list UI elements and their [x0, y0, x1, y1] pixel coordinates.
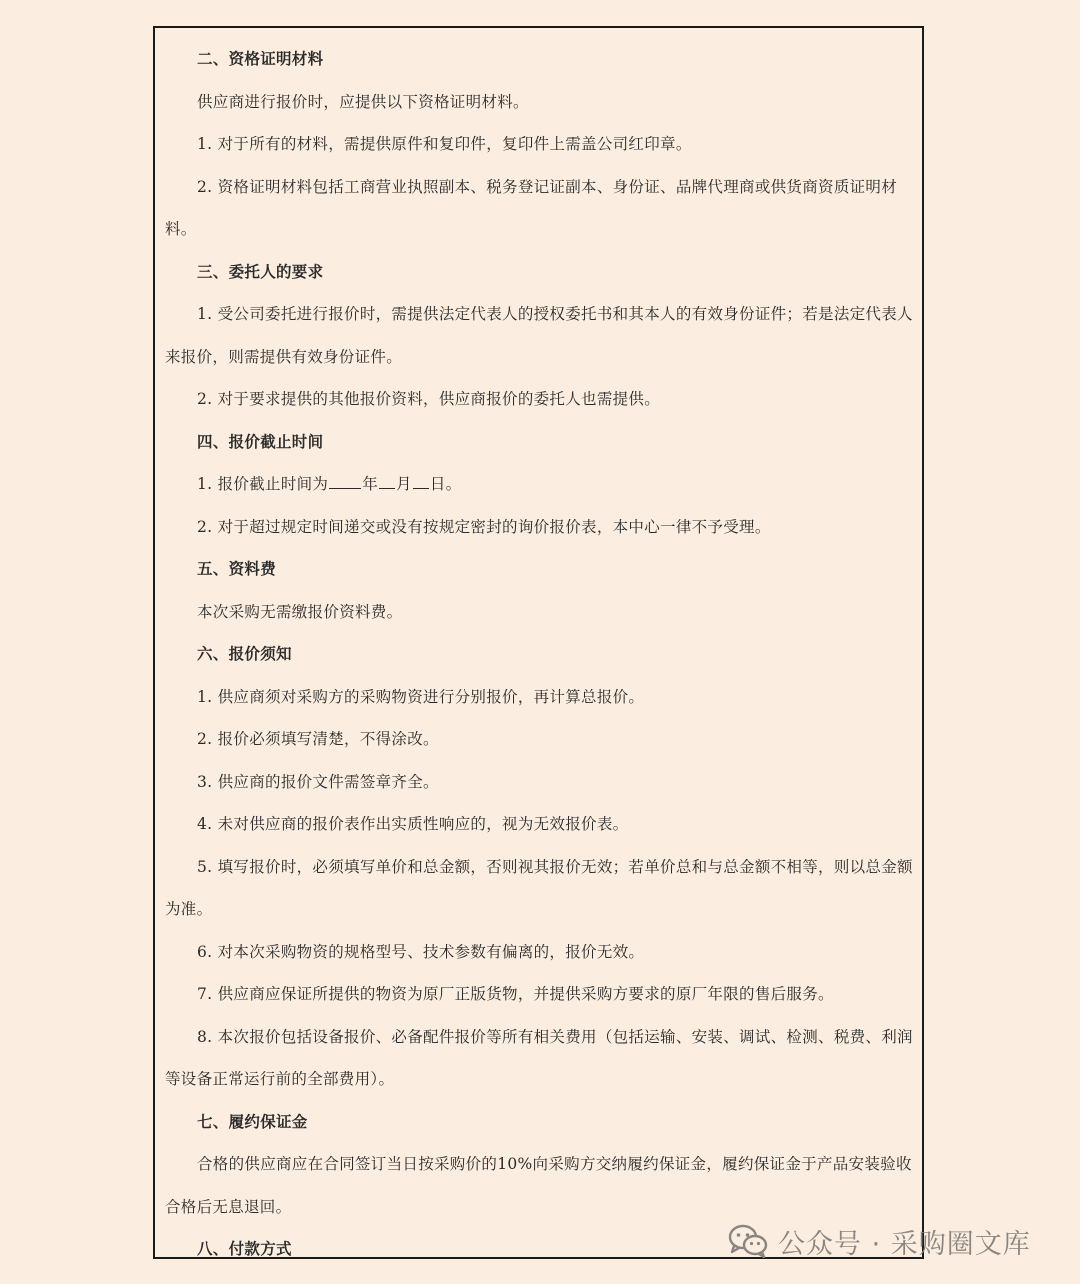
section-heading-qualification: 二、资格证明材料	[197, 50, 324, 68]
paragraph: 7. 供应商应保证所提供的物资为原厂正版货物，并提供采购方要求的原厂年限的售后服务。	[197, 985, 834, 1003]
paragraph: 1. 对于所有的材料，需提供原件和复印件，复印件上需盖公司红印章。	[197, 135, 692, 153]
day-blank	[413, 470, 429, 489]
day-label: 日。	[429, 475, 462, 493]
watermark-text: 公众号 · 采购圈文库	[778, 1228, 1031, 1260]
paragraph: 4. 未对供应商的报价表作出实质性响应的，视为无效报价表。	[197, 815, 629, 833]
section-heading-payment: 八、付款方式	[197, 1240, 292, 1258]
month-blank	[379, 470, 395, 489]
paragraph: 2. 对于要求提供的其他报价资料，供应商报价的委托人也需提供。	[197, 390, 661, 408]
paragraph: 供应商进行报价时，应提供以下资格证明材料。	[197, 92, 529, 111]
deadline-paragraph	[165, 463, 914, 506]
paragraph: 2. 资格证明材料包括工商营业执照副本、税务登记证副本、身份证、品牌代理商或供货商资质证明材料。	[165, 177, 898, 238]
section-heading-deposit: 七、履约保证金	[197, 1112, 308, 1131]
section-heading-notice: 六、报价须知	[197, 645, 292, 663]
month-label: 月	[396, 475, 412, 493]
paragraph: 6. 对本次采购物资的规格型号、技术参数有偏离的，报价无效。	[197, 942, 645, 961]
paragraph: 1. 受公司委托进行报价时，需提供法定代表人的授权委托书和其本人的有效身份证件；若是法定代表人来报价，则需提供有效身份证件。	[165, 305, 913, 366]
year-blank	[329, 470, 361, 489]
paragraph: 本次采购无需缴报价资料费。	[197, 602, 403, 621]
wechat-icon	[728, 1224, 768, 1258]
paragraph: 5. 填写报价时，必须填写单价和总金额，否则视其报价无效；若单价总和与总金额不相等，则以总金额为准。	[165, 857, 913, 918]
document-body	[155, 28, 922, 1259]
paragraph: 2. 对于超过规定时间递交或没有按规定密封的询价报价表，本中心一律不予受理。	[197, 517, 771, 536]
deadline-prefix: 1. 报价截止时间为	[197, 475, 329, 493]
paragraph: 1. 供应商须对采购方的采购物资进行分别报价，再计算总报价。	[197, 687, 645, 706]
paragraph: 2. 报价必须填写清楚，不得涂改。	[197, 730, 439, 748]
paragraph: 3. 供应商的报价文件需签章齐全。	[197, 772, 439, 791]
section-heading-agent: 三、委托人的要求	[197, 262, 324, 281]
document-page	[153, 26, 924, 1259]
watermark	[728, 1219, 1031, 1263]
paragraph: 8. 本次报价包括设备报价、必备配件报价等所有相关费用（包括运输、安装、调试、检测、税费、利润等设备正常运行前的全部费用）。	[165, 1027, 913, 1088]
year-label: 年	[362, 475, 379, 493]
paragraph: 合格的供应商应在合同签订当日按采购价的10%向采购方交纳履约保证金，履约保证金于产品安装验收合格后无息退回。	[165, 1155, 912, 1216]
section-heading-deadline: 四、报价截止时间	[197, 432, 324, 451]
section-heading-fee: 五、资料费	[197, 560, 277, 578]
